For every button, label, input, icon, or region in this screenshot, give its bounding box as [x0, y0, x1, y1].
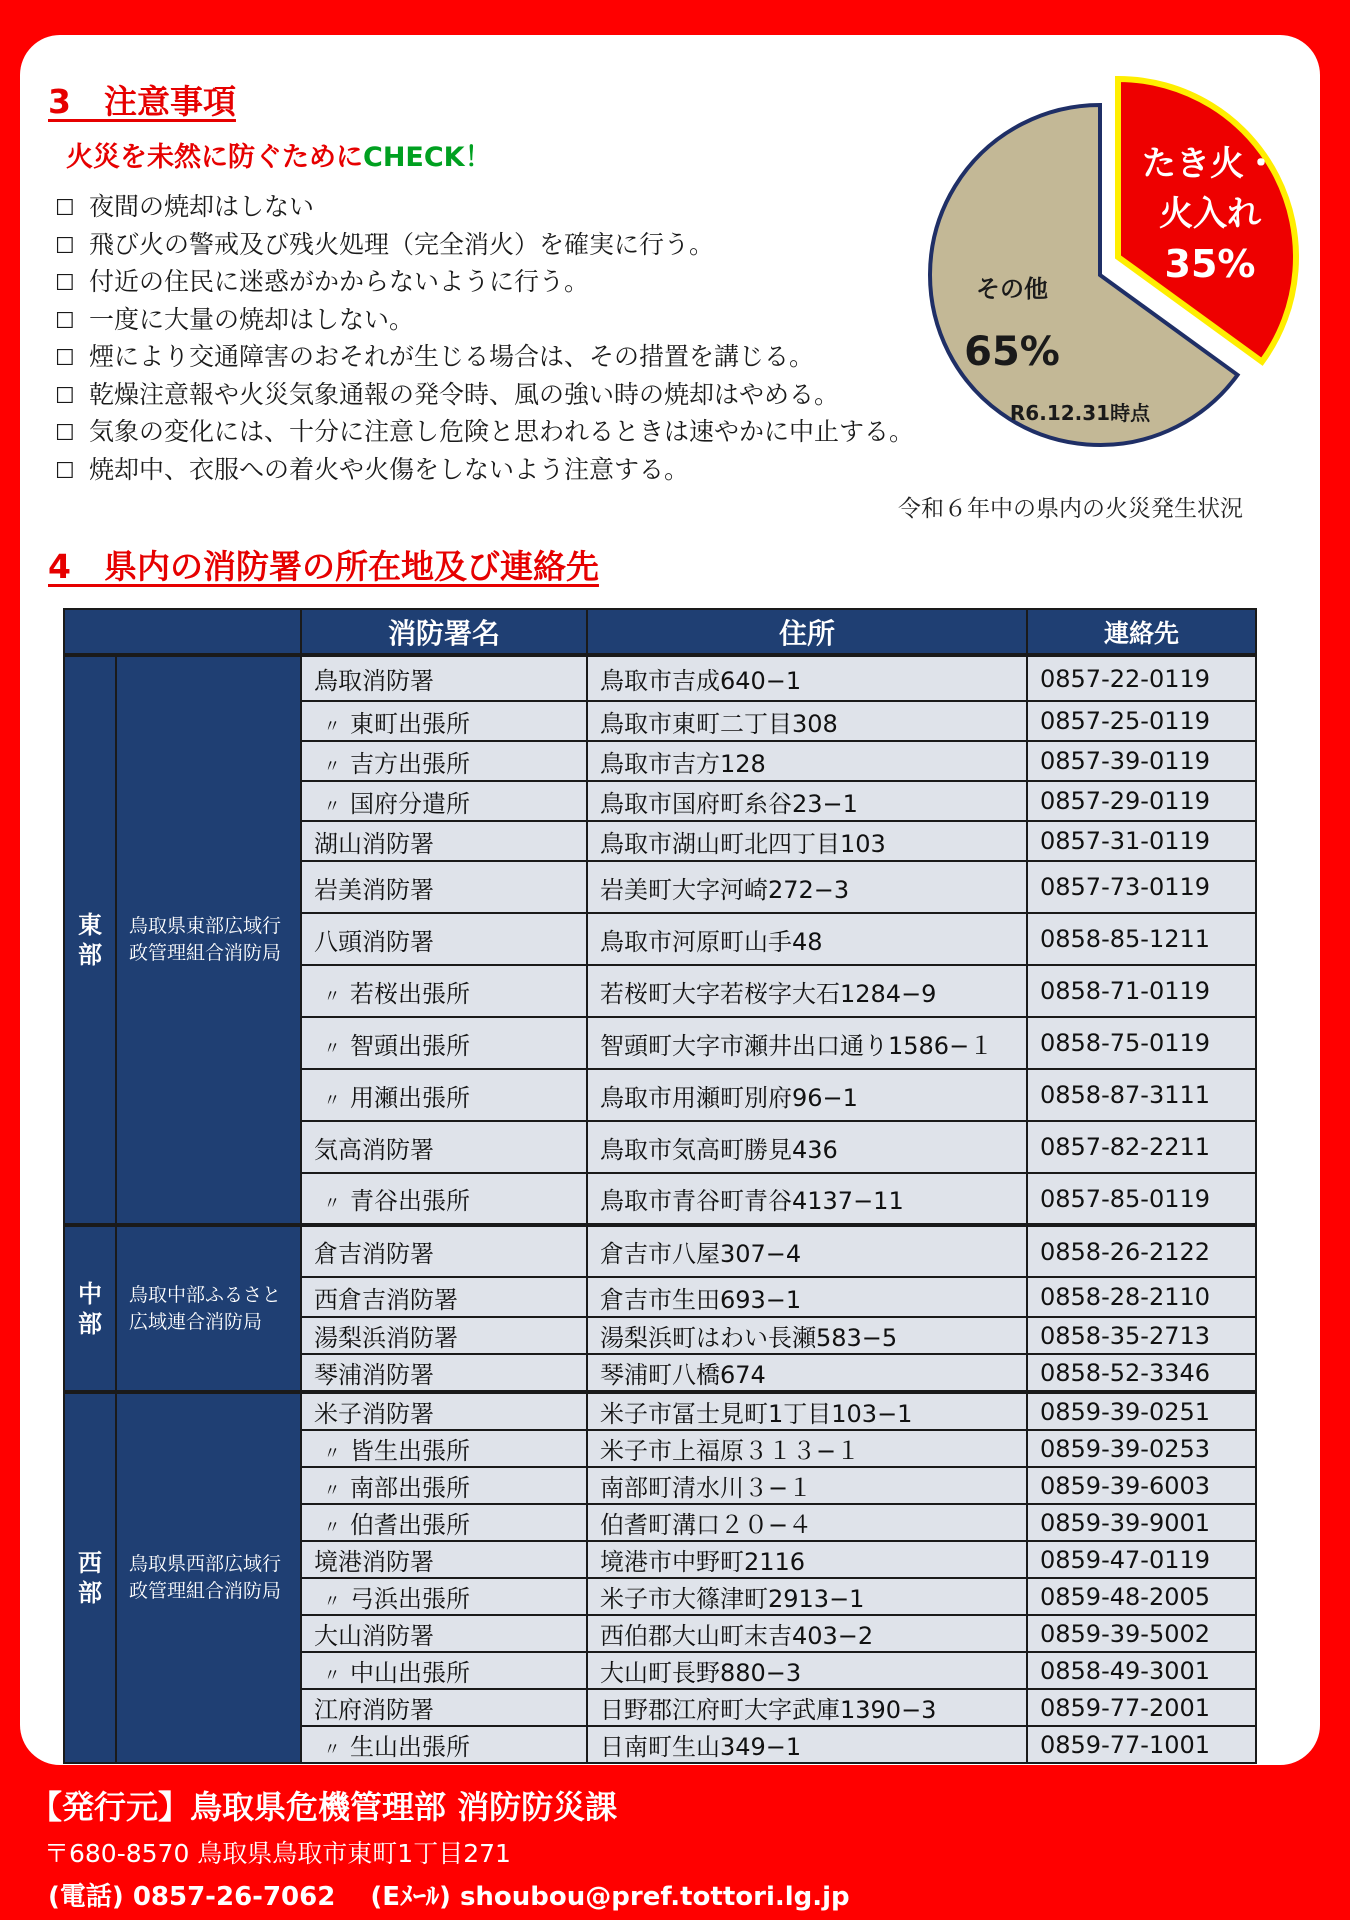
station-address: 湯梨浜町はわい長瀬583−5	[587, 1317, 1027, 1354]
station-name-cell	[301, 965, 587, 1017]
station-address: 鳥取市国府町糸谷23−1	[587, 781, 1027, 821]
station-name-cell	[301, 1615, 587, 1652]
caution-checklist	[55, 189, 914, 489]
ditto-mark: 〃	[323, 1666, 341, 1686]
section4-title: 4 県内の消防署の所在地及び連絡先	[48, 547, 599, 586]
station-name-cell	[301, 1430, 587, 1467]
station-phone: 0859-39-9001	[1027, 1504, 1256, 1541]
station-name-cell	[301, 861, 587, 913]
pie-value-other: 65%	[964, 329, 1060, 375]
station-phone: 0859-77-2001	[1027, 1689, 1256, 1726]
station-name: 中山出張所	[350, 1659, 470, 1687]
fire-station-table	[63, 608, 1257, 1764]
ditto-mark: 〃	[323, 1592, 341, 1612]
station-address: 鳥取市湖山町北四丁目103	[587, 821, 1027, 861]
header-contact: 連絡先	[1027, 609, 1256, 655]
station-name-cell	[301, 1317, 587, 1354]
station-name-cell	[301, 1541, 587, 1578]
org-name: 鳥取県東部広域行政管理組合消防局	[116, 655, 301, 1225]
pie-label-bonfire-line2: 火入れ	[1159, 194, 1261, 234]
ditto-mark: 〃	[323, 1038, 341, 1059]
station-phone: 0857-82-2211	[1027, 1121, 1256, 1173]
station-name-cell	[301, 701, 587, 741]
station-phone: 0858-71-0119	[1027, 965, 1256, 1017]
publisher-contact: (電話) 0857-26-7062 (Eﾒｰﾙ) shoubou@pref.tottori.lg.jp	[48, 1882, 850, 1912]
region-label: 中 部	[64, 1225, 116, 1392]
checkbox-icon: ☐	[55, 346, 75, 371]
station-name-cell	[301, 1504, 587, 1541]
station-phone: 0858-87-3111	[1027, 1069, 1256, 1121]
station-name-cell	[301, 1017, 587, 1069]
station-phone: 0858-28-2110	[1027, 1277, 1256, 1317]
subtitle-check-text: CHECK！	[363, 142, 492, 173]
station-phone: 0858-49-3001	[1027, 1652, 1256, 1689]
station-name-cell	[301, 1467, 587, 1504]
station-phone: 0858-85-1211	[1027, 913, 1256, 965]
station-address: 鳥取市用瀬町別府96−1	[587, 1069, 1027, 1121]
station-name: 岩美消防署	[314, 875, 434, 904]
station-name: 境港消防署	[314, 1548, 434, 1576]
pie-label-bonfire-line1: たき火・	[1142, 144, 1278, 184]
pie-value-bonfire: 35%	[1164, 242, 1256, 286]
station-name: 若桜出張所	[350, 979, 470, 1008]
pie-label-other: その他	[976, 275, 1048, 303]
station-address: 米子市大篠津町2913−1	[587, 1578, 1027, 1615]
checkbox-icon: ☐	[55, 383, 75, 409]
station-address: 伯耆町溝口２０−４	[587, 1504, 1027, 1541]
checkbox-icon: ☐	[55, 233, 75, 259]
checklist-item-text: 煙により交通障害のおそれが生じる場合は、その措置を講じる。	[89, 342, 815, 371]
station-name: 南部出張所	[350, 1474, 470, 1502]
station-name-cell	[301, 781, 587, 821]
station-name: 湖山消防署	[314, 829, 434, 858]
region-label: 東 部	[64, 655, 116, 1225]
station-address: 南部町清水川３−１	[587, 1467, 1027, 1504]
station-address: 倉吉市生田693−1	[587, 1277, 1027, 1317]
org-name: 鳥取県西部広域行政管理組合消防局	[116, 1392, 301, 1763]
station-address: 鳥取市吉方128	[587, 741, 1027, 781]
pie-caption: 令和６年中の県内の火災発生状況	[898, 496, 1243, 522]
checkbox-icon: ☐	[55, 196, 75, 221]
checklist-item-text: 焼却中、衣服への着火や火傷をしないよう注意する。	[89, 454, 690, 484]
checklist-item	[55, 414, 914, 452]
ditto-mark: 〃	[323, 1444, 341, 1464]
station-name: 西倉吉消防署	[314, 1285, 458, 1314]
station-address: 鳥取市東町二丁目308	[587, 701, 1027, 741]
station-address: 日南町生山349−1	[587, 1726, 1027, 1763]
station-name-cell	[301, 1173, 587, 1225]
station-phone: 0858-52-3346	[1027, 1354, 1256, 1392]
ditto-mark: 〃	[323, 1194, 341, 1214]
publisher-address: 〒680-8570 鳥取県鳥取市東町1丁目271	[44, 1839, 511, 1868]
station-address: 米子市上福原３１３−１	[587, 1430, 1027, 1467]
station-name: 湯梨浜消防署	[314, 1324, 458, 1352]
checklist-item-text: 一度に大量の焼却はしない。	[89, 304, 415, 334]
ditto-mark: 〃	[323, 1518, 341, 1538]
station-name: 米子消防署	[314, 1400, 434, 1428]
station-name-cell	[301, 1277, 587, 1317]
station-phone: 0857-73-0119	[1027, 861, 1256, 913]
station-phone: 0859-77-1001	[1027, 1726, 1256, 1763]
checkbox-icon: ☐	[55, 308, 75, 334]
subtitle-red-text: 火災を未然に防ぐために	[66, 142, 363, 173]
station-phone: 0857-29-0119	[1027, 781, 1256, 821]
station-address: 日野郡江府町大字武庫1390−3	[587, 1689, 1027, 1726]
checklist-item	[55, 189, 914, 227]
station-name: 用瀬出張所	[350, 1083, 470, 1112]
station-phone: 0857-85-0119	[1027, 1173, 1256, 1225]
table-row	[64, 1225, 1256, 1277]
ditto-mark: 〃	[323, 1090, 341, 1111]
ditto-mark: 〃	[323, 1740, 341, 1760]
checklist-item-text: 夜間の焼却はしない	[89, 192, 315, 221]
checkbox-icon: ☐	[55, 458, 75, 484]
station-name: 智頭出張所	[350, 1031, 470, 1060]
station-name: 気高消防署	[314, 1135, 434, 1164]
checklist-item-text: 飛び火の警戒及び残火処理（完全消火）を確実に行う。	[89, 229, 715, 259]
station-name: 青谷出張所	[350, 1187, 470, 1215]
station-name: 弓浜出張所	[350, 1585, 470, 1613]
station-name: 東町出張所	[350, 709, 470, 738]
station-phone: 0859-39-6003	[1027, 1467, 1256, 1504]
station-address: 岩美町大字河崎272−3	[587, 861, 1027, 913]
station-name-cell	[301, 1392, 587, 1430]
station-name-cell	[301, 913, 587, 965]
station-address: 鳥取市吉成640−1	[587, 655, 1027, 701]
station-name-cell	[301, 1726, 587, 1763]
checklist-item-text: 乾燥注意報や火災気象通報の発令時、風の強い時の焼却はやめる。	[89, 379, 840, 409]
station-name: 生山出張所	[350, 1733, 470, 1761]
station-phone: 0859-39-5002	[1027, 1615, 1256, 1652]
station-name: 大山消防署	[314, 1622, 434, 1650]
station-name-cell	[301, 1121, 587, 1173]
station-name-cell	[301, 1578, 587, 1615]
checkbox-icon: ☐	[55, 271, 75, 296]
station-phone: 0859-48-2005	[1027, 1578, 1256, 1615]
fire-cause-pie-chart	[900, 65, 1320, 475]
table-body	[64, 655, 1256, 1763]
checklist-item-text: 気象の変化には、十分に注意し危険と思われるときは速やかに中止する。	[89, 417, 915, 446]
station-address: 智頭町大字市瀬井出口通り1586−１	[587, 1017, 1027, 1069]
station-phone: 0859-47-0119	[1027, 1541, 1256, 1578]
ditto-mark: 〃	[323, 716, 341, 737]
station-phone: 0858-35-2713	[1027, 1317, 1256, 1354]
region-label: 西 部	[64, 1392, 116, 1763]
station-name: 皆生出張所	[350, 1437, 470, 1465]
station-name: 江府消防署	[314, 1696, 434, 1724]
ditto-mark: 〃	[323, 796, 341, 817]
station-name: 倉吉消防署	[314, 1240, 434, 1268]
station-name: 吉方出張所	[350, 749, 470, 778]
ditto-mark: 〃	[323, 756, 341, 777]
station-name-cell	[301, 1354, 587, 1392]
station-phone: 0857-39-0119	[1027, 741, 1256, 781]
checklist-item	[55, 377, 914, 415]
station-address: 大山町長野880−3	[587, 1652, 1027, 1689]
station-name-cell	[301, 741, 587, 781]
station-address: 鳥取市青谷町青谷4137−11	[587, 1173, 1027, 1225]
table-row	[64, 1392, 1256, 1430]
ditto-mark: 〃	[323, 986, 341, 1007]
station-phone: 0859-39-0253	[1027, 1430, 1256, 1467]
station-name-cell	[301, 821, 587, 861]
checkbox-icon: ☐	[55, 421, 75, 446]
section3-title: 3 注意事項	[48, 82, 236, 121]
table-row	[64, 655, 1256, 701]
header-station-name: 消防署名	[301, 609, 587, 655]
ditto-mark: 〃	[323, 1481, 341, 1501]
station-address: 琴浦町八橋674	[587, 1354, 1027, 1392]
station-name-cell	[301, 1069, 587, 1121]
check-subtitle	[66, 135, 492, 174]
checklist-item-text: 付近の住民に迷惑がかからないように行う。	[89, 267, 590, 296]
station-phone: 0858-26-2122	[1027, 1225, 1256, 1277]
checklist-item	[55, 264, 914, 302]
station-address: 境港市中野町2116	[587, 1541, 1027, 1578]
table-header-row	[64, 609, 1256, 655]
station-name: 伯耆出張所	[350, 1511, 470, 1539]
station-phone: 0858-75-0119	[1027, 1017, 1256, 1069]
station-address: 若桜町大字若桜字大石1284−9	[587, 965, 1027, 1017]
station-address: 鳥取市河原町山手48	[587, 913, 1027, 965]
station-address: 米子市冨士見町1丁目103−1	[587, 1392, 1027, 1430]
checklist-item	[55, 302, 914, 340]
publisher: 【発行元】鳥取県危機管理部 消防防災課	[30, 1788, 618, 1826]
org-name: 鳥取中部ふるさと広域連合消防局	[116, 1225, 301, 1392]
station-phone: 0857-31-0119	[1027, 821, 1256, 861]
footer	[30, 1782, 850, 1913]
station-name: 琴浦消防署	[314, 1361, 434, 1389]
checklist-item	[55, 227, 914, 265]
station-name-cell	[301, 1689, 587, 1726]
station-address: 西伯郡大山町末吉403−2	[587, 1615, 1027, 1652]
station-name: 鳥取消防署	[314, 667, 434, 695]
checklist-item	[55, 452, 914, 490]
station-phone: 0857-25-0119	[1027, 701, 1256, 741]
station-name-cell	[301, 1652, 587, 1689]
pie-date-note: R6.12.31時点	[1009, 401, 1151, 425]
checklist-item	[55, 339, 914, 377]
header-address: 住所	[587, 609, 1027, 655]
station-name: 八頭消防署	[314, 927, 434, 956]
station-phone: 0857-22-0119	[1027, 655, 1256, 701]
station-phone: 0859-39-0251	[1027, 1392, 1256, 1430]
header-blank	[64, 609, 301, 655]
station-name: 国府分遣所	[350, 789, 470, 818]
station-name-cell	[301, 655, 587, 701]
station-name-cell	[301, 1225, 587, 1277]
station-address: 倉吉市八屋307−4	[587, 1225, 1027, 1277]
station-address: 鳥取市気高町勝見436	[587, 1121, 1027, 1173]
